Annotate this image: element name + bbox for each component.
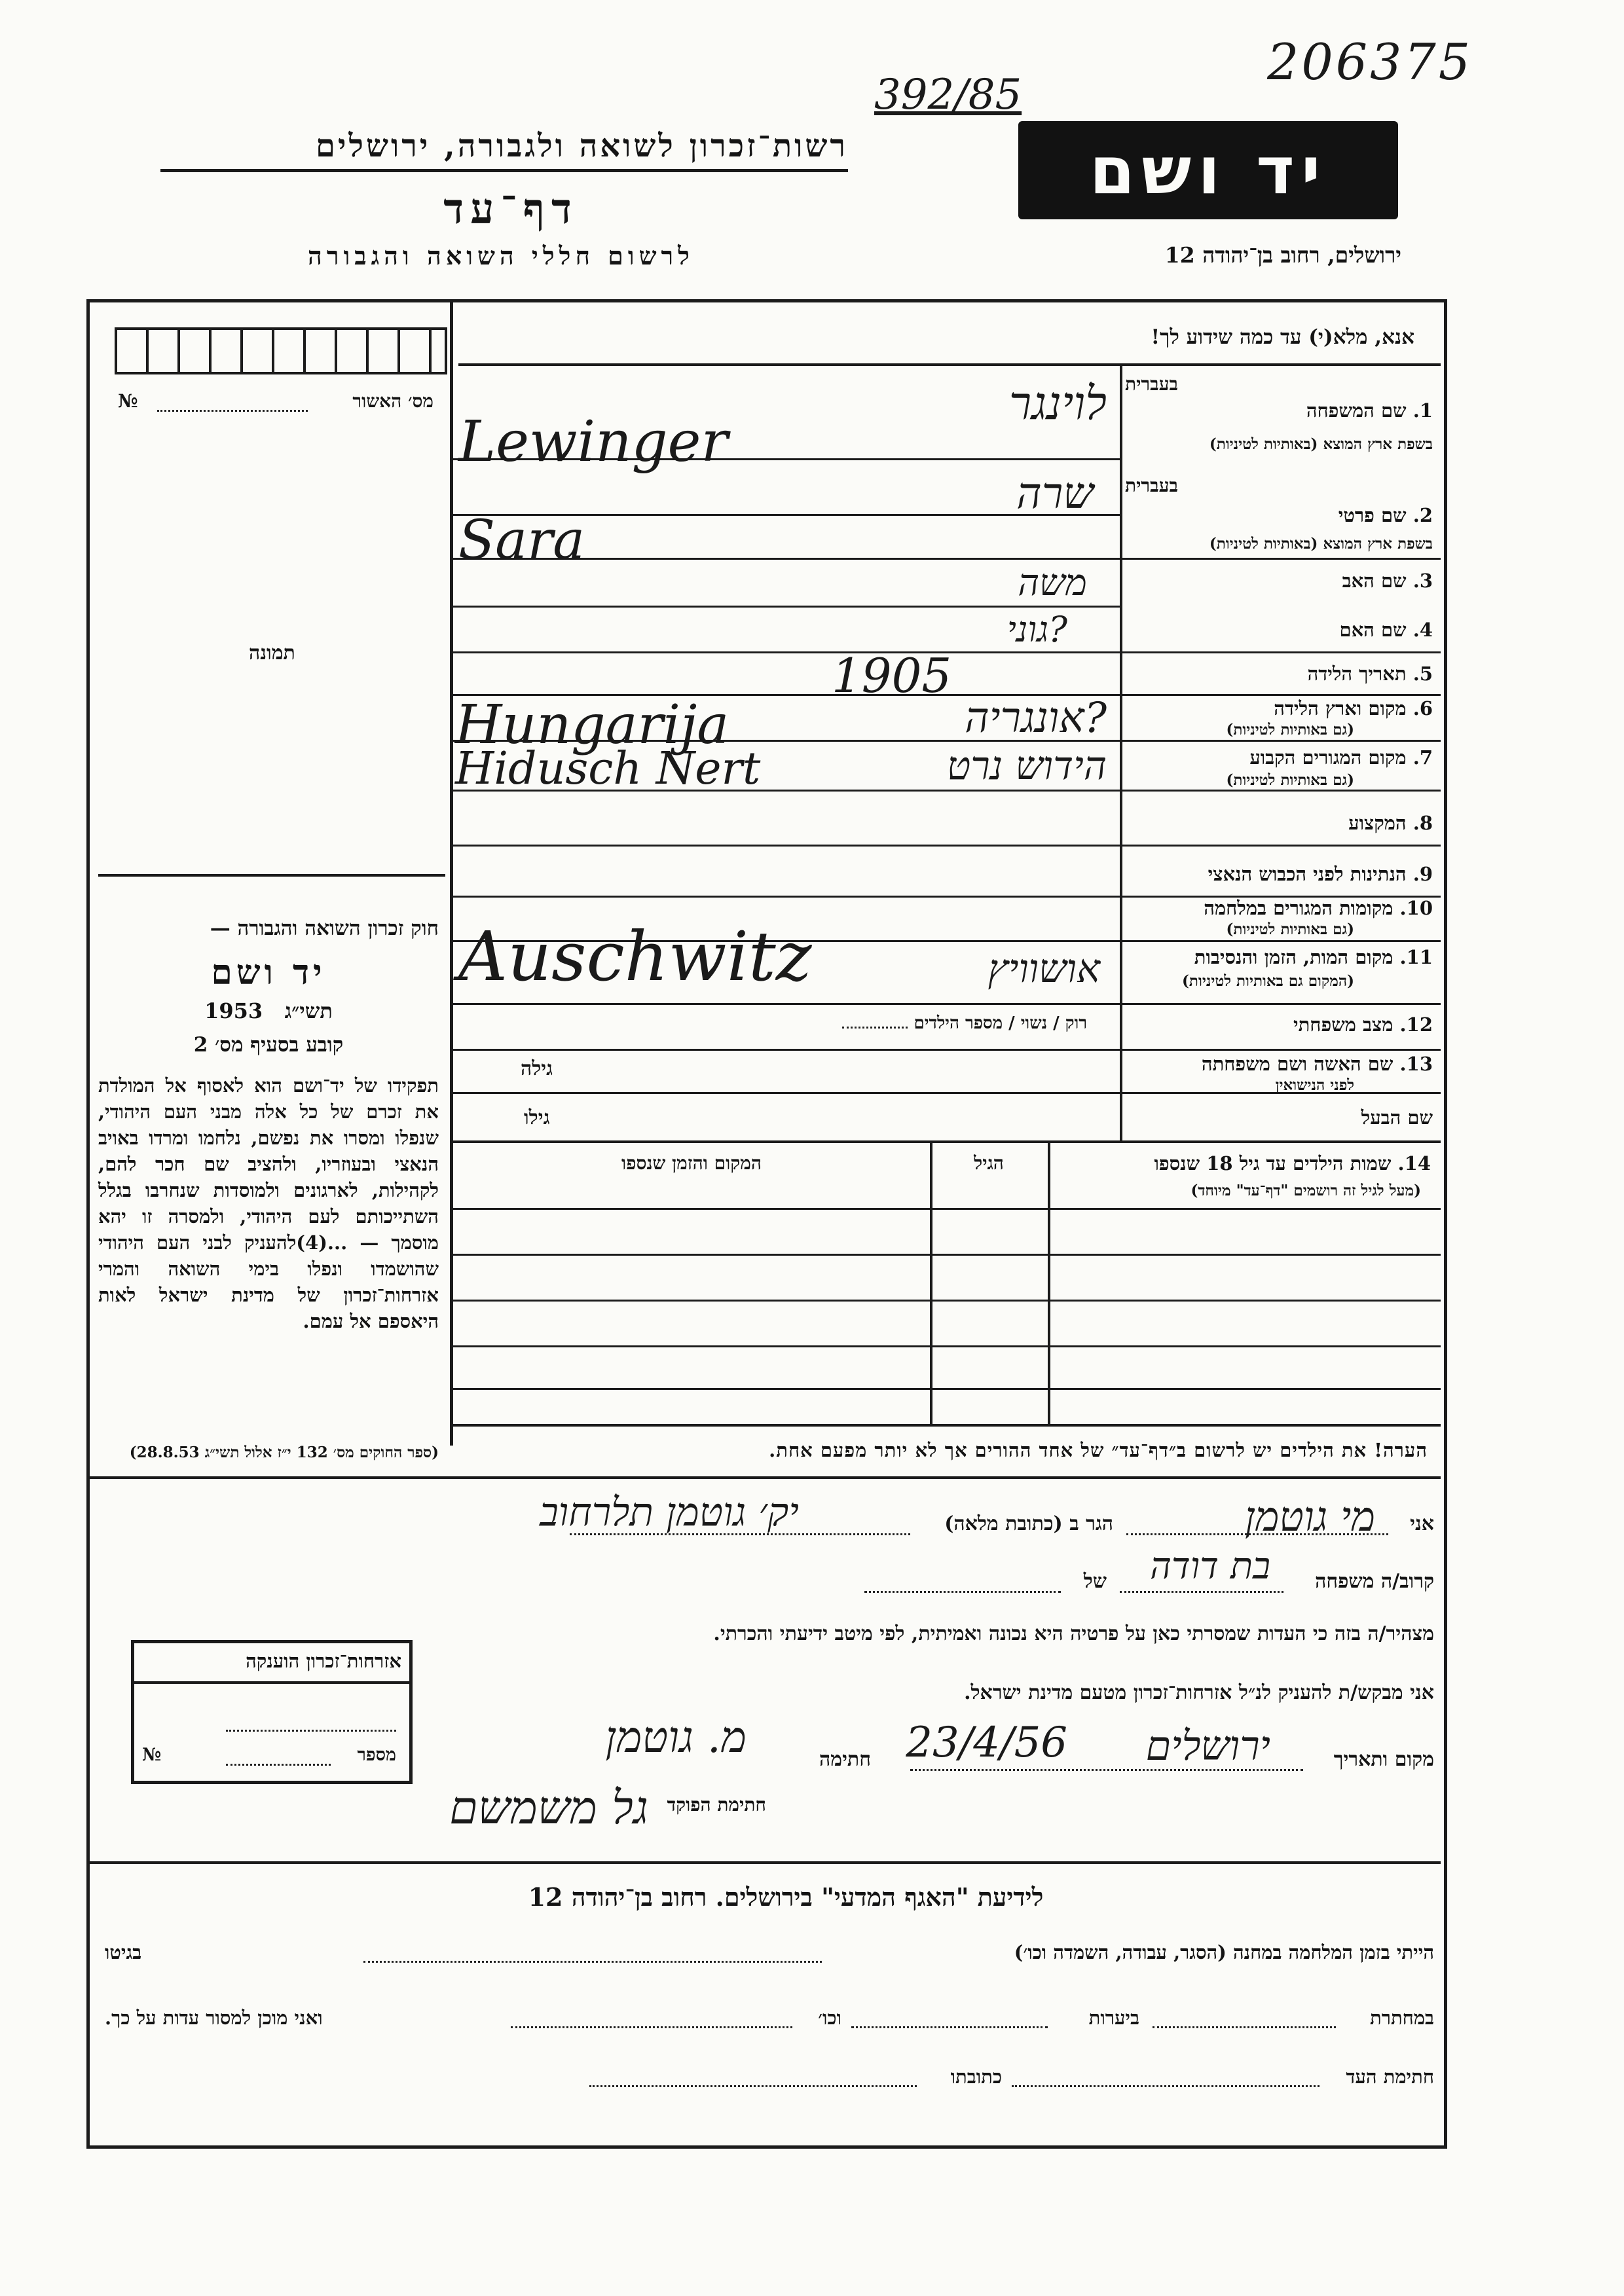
photo-area[interactable] — [98, 432, 439, 871]
request-text: אני מבקש/ת להעניק לנ״ל אזרחות־זכרון מטעם מדינת ישראל. — [964, 1681, 1434, 1704]
declarant-name[interactable]: מי גוטמן — [1244, 1493, 1375, 1540]
law-text: תפקידו של יד־ושם הוא לאסוף אל המולדת את זכרם של כל אלה מבני העם היהודי, שנפלו ומסרו את נפשם, נלחמו ומרדו באויב הנאצי ובעוזריו, ולהציב שם חכר להם, לקהילות, לארגונים ולמוסדות שנחרבו בגלל השתייכותם לעם היהודי, ולמסרה זו יהא מוסמך — ...(4)להעניק לבני העם היהודי שהושמדו ונפלו בימי השואה והמרי אזרחות־זכרון של מדינת ישראל לאות היאספם אל עמם. — [98, 1074, 439, 1332]
first-name-sub: בשפת ארץ המוצא (באותיות לטיניות) — [1209, 535, 1433, 553]
wife-age[interactable] — [458, 1057, 589, 1080]
archive-number: 206375 — [1267, 33, 1473, 91]
wartime-residence-sub: (גם באותיות לטיניות) — [1226, 920, 1354, 938]
husband-age[interactable] — [458, 1106, 589, 1129]
row-father-name — [1125, 570, 1433, 602]
relation-value[interactable]: בת דודה — [1150, 1545, 1270, 1588]
signature-label: חתימה — [819, 1748, 871, 1771]
children-note: (מעל לגיל זה רושמים "דף־עד" מיוחד) — [1190, 1182, 1421, 1199]
law-year: 1953 — [204, 998, 263, 1023]
law-year-he: תשי״ג — [284, 998, 333, 1023]
place-date-row — [720, 1719, 1434, 1774]
i-label: אני — [1410, 1512, 1434, 1535]
law-source: (ספר החוקים מס׳ 132 י״ז אלול תשי״ג 28.8.53) — [129, 1444, 439, 1461]
birth-place-latin[interactable]: Hungarija — [455, 694, 729, 756]
wife-name-label: 13. שם האשה ושם משפחתה — [1201, 1053, 1433, 1075]
family-name-he[interactable]: לוינגר — [1008, 376, 1107, 430]
children-col-age: הגיל — [974, 1152, 1004, 1174]
nationality-label: 9. הנתינות לפני הכבוש הנאצי — [1208, 863, 1433, 885]
footer-underground-label: במחתרת — [1370, 2007, 1434, 2029]
witness-address-field[interactable] — [589, 2084, 917, 2087]
law-title: חוק זכרון השואה והגבורה — — [210, 917, 439, 940]
institution-line: רשות־זכרון לשואה ולגבורה, ירושלים — [315, 128, 848, 164]
children-col-place: המקום והזמן שנספו — [621, 1152, 762, 1174]
approval-number-row — [98, 390, 439, 416]
place-date-label: מקום ותאריך — [1333, 1748, 1434, 1771]
officer-label: חתימת הפוקד — [667, 1794, 766, 1815]
birth-place-sub: (גם באותיות לטיניות) — [1226, 721, 1354, 738]
law-year-row — [98, 998, 439, 1023]
row-birth-date — [1125, 663, 1433, 695]
residing-label: הגר ב (כתובת מלאה) — [944, 1512, 1113, 1535]
tick-box — [115, 327, 447, 374]
birth-place-label: 6. מקום וארץ הלידה — [1274, 697, 1433, 720]
death-place-latin[interactable]: Auschwitz — [458, 917, 812, 996]
place-value[interactable]: ירושלים — [1145, 1722, 1270, 1770]
first-name-lang: בעברית — [1125, 475, 1179, 496]
footer-line1 — [105, 1941, 1434, 1974]
row-residence — [1125, 746, 1433, 789]
wife-name-sub: לפני הנישואין — [1275, 1076, 1354, 1094]
witness-signature-field[interactable] — [1012, 2084, 1320, 2087]
footer-camp-field[interactable] — [363, 1959, 822, 1963]
birth-date-label: 5. תאריך הלידה — [1307, 663, 1433, 685]
form-subtitle: לרשום חללי השואה והגבורה — [308, 241, 694, 270]
date-value[interactable]: 23/4/56 — [906, 1719, 1067, 1767]
death-place-he[interactable]: אושוויץ — [987, 946, 1100, 992]
approval-no-mark: № — [118, 390, 138, 412]
witness-address-label: כתובתו — [950, 2066, 1002, 2088]
row-wartime-residence — [1125, 897, 1433, 939]
footer-camp-label: הייתי בזמן המלחמה במחנה (הסגר, עבודה, השמדה וכו׳) — [1014, 1941, 1434, 1963]
law-name: יד ושם — [211, 953, 326, 993]
logo-text: יד ושם — [1089, 132, 1327, 209]
death-place-sub: (המקום גם באותיות לטיניות) — [1182, 972, 1354, 990]
of-label: של — [1083, 1570, 1107, 1593]
remark: הערה! את הילדים יש לרשום ב״דף־עד״ של אחד ההורים אך לא יותר מפעם אחת. — [769, 1439, 1428, 1461]
first-name-label: 2. שם פרטי — [1338, 504, 1433, 526]
form-title: דף־עד — [443, 185, 578, 234]
row-birth-place — [1125, 697, 1433, 740]
family-name-lang: בעברית — [1125, 373, 1179, 395]
relation-row — [851, 1545, 1434, 1594]
declarant-signature[interactable]: מ. גוטמן — [605, 1712, 747, 1762]
law-clause: קובע בסעיף מס׳ 2 — [193, 1033, 344, 1057]
father-name-label: 3. שם האב — [1342, 570, 1433, 592]
row-husband-name — [1125, 1106, 1433, 1139]
row-family-name — [1125, 373, 1433, 458]
residence-he[interactable]: הידוש נרט — [947, 743, 1107, 789]
wife-age-label: גילה — [521, 1057, 553, 1080]
citizenship-number-label: מספר — [357, 1745, 396, 1765]
citizenship-box — [131, 1640, 413, 1784]
footer-line2 — [105, 2007, 1434, 2039]
death-place-label: 11. מקום המות, הזמן והנסיבות — [1194, 946, 1433, 968]
officer-signature[interactable]: גל משמשם — [449, 1781, 648, 1834]
yad-vashem-logo — [1018, 121, 1398, 219]
declarant-address[interactable]: יק׳ גוטמן תלרחוב — [539, 1489, 799, 1535]
family-name-sub: בשפת ארץ המוצא (באותיות לטיניות) — [1209, 435, 1433, 453]
footer-forests-label: ביערות — [1088, 2007, 1139, 2029]
instructions: אנא, מלא(י) עד כמה שידוע לך! — [1151, 325, 1414, 349]
family-name-latin[interactable]: Lewinger — [458, 409, 728, 475]
residence-label: 7. מקום המגורים הקבוע — [1249, 746, 1433, 769]
row-profession — [1125, 812, 1433, 845]
footer-ghetto-label: בגיטו — [105, 1941, 142, 1963]
footer-etc-field[interactable] — [511, 2025, 792, 2028]
approval-label: מס׳ האשור — [352, 390, 434, 412]
footer-line3 — [105, 2066, 1434, 2098]
row-wife-name — [1125, 1053, 1433, 1092]
first-name-latin[interactable]: Sara — [458, 509, 585, 572]
birth-date-value[interactable]: 1905 — [832, 648, 952, 703]
footer-underground-field[interactable] — [1153, 2025, 1336, 2028]
witness-signature-label: חתימת העד — [1346, 2066, 1434, 2088]
footer-heading: לידיעת "האגף המדעי" בירושלים. רחוב בן־יהודה 12 — [528, 1882, 1044, 1912]
footer-etc-label: וכו׳ — [818, 2007, 841, 2029]
row-marital-status — [1125, 1013, 1433, 1046]
children-heading: 14. שמות הילדים עד גיל 18 שנספו — [1154, 1152, 1431, 1175]
header-address: ירושלים, רחוב בן־יהודה 12 — [1164, 242, 1401, 268]
citizenship-box-title: אזרחות־זכרון הוענקה — [246, 1650, 401, 1672]
residence-latin[interactable]: Hidusch Nert — [455, 743, 761, 795]
row-death-place — [1125, 946, 1433, 998]
citizenship-no-mark: № — [142, 1745, 162, 1765]
mother-name-label: 4. שם האם — [1339, 619, 1433, 641]
residence-sub: (גם באותיות לטיניות) — [1226, 771, 1354, 789]
husband-age-label: גילו — [524, 1106, 550, 1129]
father-name-value[interactable]: משה — [1018, 562, 1087, 604]
footer-testimony-label: ואני מוכן למסור עדות על כך. — [105, 2007, 323, 2029]
marital-options-text: רוק / נשוי / מספר הילדים — [913, 1013, 1087, 1033]
wartime-residence-label: 10. מקומות המגורים במלחמה — [1204, 897, 1433, 919]
declaration-text: מצהיר/ה בזה כי העדות שמסרתי כאן על פרטיה היא נכונה ואמיתית, לפי מיטב ידיעתי והכרתי. — [713, 1622, 1434, 1645]
birth-place-he[interactable]: ?אונגריה — [965, 694, 1107, 742]
profession-label: 8. המקצוע — [1348, 812, 1433, 834]
footer-forests-field[interactable] — [851, 2025, 1048, 2028]
family-name-label: 1. שם המשפחה — [1306, 399, 1433, 422]
marital-status-options[interactable] — [661, 1013, 1087, 1033]
relation-label: קרוב/ה משפחה — [1315, 1570, 1434, 1593]
approval-number-field[interactable] — [157, 409, 308, 412]
reference-number: 392/85 — [874, 71, 1022, 119]
row-nationality — [1125, 863, 1433, 896]
husband-name-label: שם הבעל — [1361, 1106, 1433, 1129]
mother-name-value[interactable]: ?גוני — [1006, 609, 1067, 650]
row-first-name — [1125, 475, 1433, 556]
photo-label: תמונה — [249, 642, 295, 665]
marital-status-label: 12. מצב משפחתי — [1293, 1013, 1433, 1036]
row-mother-name — [1125, 619, 1433, 651]
first-name-he[interactable]: שרה — [1016, 468, 1094, 519]
